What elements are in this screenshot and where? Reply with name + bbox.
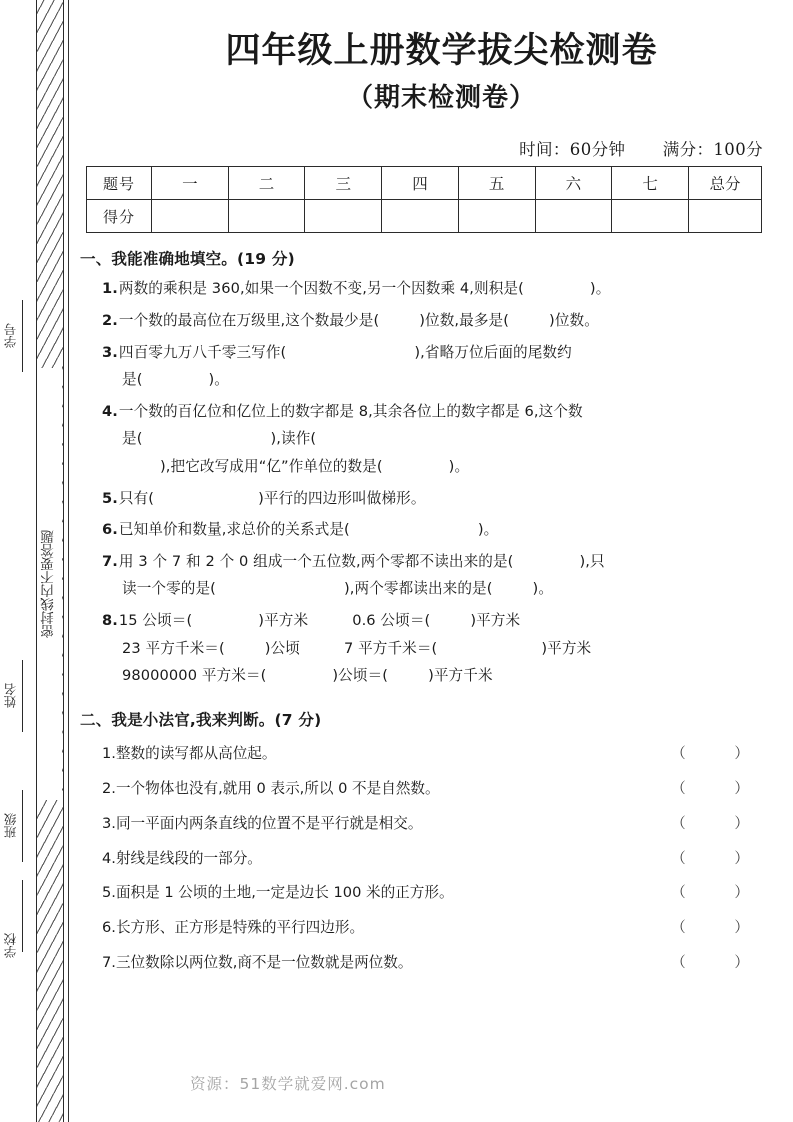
score-cell-5[interactable] — [458, 200, 535, 233]
question-1-2-text-c: )位数。 — [549, 311, 599, 329]
score-table — [86, 166, 762, 233]
question-1-8-l1-b: )平方米 — [258, 612, 309, 629]
question-1-8-l2-d: )平方米 — [541, 639, 592, 657]
question-1-6-text-a: 已知单价和数量,求总价的关系式是( — [118, 521, 350, 539]
question-1-3-text-b: ),省略万位后面的尾数约 — [414, 343, 572, 361]
judgement-question-7 — [80, 952, 785, 974]
section-1-points: (19 分) — [237, 250, 295, 269]
student-id-label: 学号 — [3, 323, 18, 349]
score-table-col-2: 二 — [228, 167, 305, 200]
student-name-label: 姓名 — [3, 683, 18, 709]
judgement-5-number: 5. — [102, 884, 116, 902]
question-1-6-text-b: )。 — [477, 521, 499, 539]
question-1-4-line-2 — [102, 428, 785, 451]
question-1-1-text-b: )。 — [589, 280, 611, 298]
question-1-3-text-d: )。 — [208, 371, 229, 389]
table-row-scores — [87, 200, 762, 233]
question-1-3-text-c: 是( — [122, 371, 143, 389]
question-1-4-text-a: 一个数的百亿位和亿位上的数字都是 8,其余各位上的数字都是 6,这个数 — [118, 402, 583, 420]
seal-line-text — [36, 368, 64, 800]
page-border-left — [68, 0, 69, 1122]
seal-margin — [0, 0, 78, 1122]
score-cell-4[interactable] — [382, 200, 459, 233]
table-row-header — [87, 167, 762, 200]
question-1-2 — [80, 310, 785, 333]
question-1-8-l2-c: 7 平方千米＝( — [343, 639, 438, 657]
question-1-2-text-b: )位数,最多是( — [419, 311, 510, 329]
question-1-8-l3-b: )公顷＝( — [332, 667, 389, 685]
section-heading-1 — [80, 247, 785, 269]
judgement-question-3 — [80, 813, 785, 835]
question-1-4-text-e: )。 — [448, 457, 470, 475]
answer-bracket[interactable]: （ ） — [671, 814, 771, 832]
question-1-2-text-a: 一个数的最高位在万级里,这个数最少是( — [118, 311, 380, 329]
judgement-question-1 — [80, 743, 785, 765]
score-table-col-total: 总分 — [689, 167, 762, 200]
judgement-1-number: 1. — [102, 744, 116, 762]
score-table-col-1: 一 — [152, 167, 229, 200]
score-table-col-7: 七 — [612, 167, 689, 200]
question-1-5-text-b: )平行的四边形叫做梯形。 — [258, 489, 426, 507]
question-1-7-text-b: ),只 — [579, 552, 605, 570]
judgement-1-body: 整数的读写都从高位起。 — [115, 744, 277, 762]
exam-meta — [80, 136, 785, 160]
question-1-8 — [80, 610, 785, 688]
score-table-col-6: 六 — [535, 167, 612, 200]
judgement-4-text — [102, 848, 262, 870]
score-cell-3[interactable] — [305, 200, 382, 233]
score-cell-7[interactable] — [612, 200, 689, 233]
judgement-question-2 — [80, 778, 785, 800]
judgement-7-number: 7. — [102, 954, 116, 972]
judgement-question-6 — [80, 917, 785, 939]
judgement-7-text — [102, 952, 412, 974]
judgement-4-body: 射线是线段的一部分。 — [115, 849, 262, 867]
page-title: 四年级上册数学拔尖检测卷 — [225, 30, 658, 71]
score-table-col-3: 三 — [305, 167, 382, 200]
answer-bracket[interactable]: （ ） — [671, 919, 771, 937]
question-1-5 — [80, 488, 785, 511]
answer-bracket[interactable]: （ ） — [671, 744, 771, 762]
question-1-8-l3-a: 98000000 平方米＝( — [122, 667, 267, 685]
question-1-8-l3-c: )平方千米 — [428, 667, 493, 685]
answer-bracket[interactable]: （ ） — [671, 954, 771, 972]
score-table-col-4: 四 — [382, 167, 459, 200]
judgement-question-5 — [80, 882, 785, 904]
judgement-4-number: 4. — [102, 849, 116, 867]
question-1-4-text-c: ),读作( — [270, 430, 317, 448]
answer-bracket[interactable]: （ ） — [671, 884, 771, 902]
section-1-title: 一、我能准确地填空。 — [80, 250, 238, 269]
judgement-7-body: 三位数除以两位数,商不是一位数就是两位数。 — [115, 954, 413, 972]
question-1-6 — [80, 519, 785, 542]
question-1-7-text-e: )。 — [532, 580, 554, 598]
question-1-7-text-a: 用 3 个 7 和 2 个 0 组成一个五位数,两个零都不读出来的是( — [118, 552, 514, 570]
judgement-5-text — [102, 882, 454, 904]
question-1-1-number: 1. — [102, 280, 118, 298]
question-1-4-text-b: 是( — [122, 430, 143, 448]
section-2-questions — [80, 743, 785, 974]
question-1-5-number: 5. — [102, 489, 118, 507]
question-1-7-text-c: 读一个零的是( — [122, 580, 216, 598]
question-1-3-line-2 — [102, 369, 785, 392]
question-1-8-l1-d: )平方米 — [470, 612, 521, 629]
question-1-7-text-d: ),两个零都读出来的是( — [343, 580, 493, 598]
question-1-1-text-a: 两数的乘积是 360,如果一个因数不变,另一个因数乘 4,则积是( — [118, 280, 524, 298]
question-1-8-number: 8. — [102, 612, 118, 629]
question-1-8-l2-b: )公顷 — [264, 639, 300, 657]
score-cell-total[interactable] — [689, 200, 762, 233]
section-2-points: (7 分) — [274, 710, 322, 729]
score-cell-1[interactable] — [152, 200, 229, 233]
question-1-8-l1-c: 0.6 公顷＝( — [352, 612, 431, 629]
question-1-8-line-3 — [102, 665, 785, 688]
question-1-5-text-a: 只有( — [118, 489, 155, 507]
judgement-3-number: 3. — [102, 814, 116, 832]
judgement-2-text — [102, 778, 440, 800]
question-1-7 — [80, 551, 785, 601]
judgement-2-body: 一个物体也没有,就用 0 表示,所以 0 不是自然数。 — [115, 779, 440, 797]
school-label: 学校 — [3, 933, 18, 959]
question-1-8-l1-a: 15 公顷＝( — [118, 612, 193, 629]
question-1-2-number: 2. — [102, 311, 118, 329]
question-1-7-number: 7. — [102, 552, 118, 570]
question-1-3-number: 3. — [102, 343, 118, 361]
seal-line-label: 密封线内不要答题 — [41, 530, 58, 638]
question-1-7-line-2 — [102, 578, 785, 601]
judgement-question-4 — [80, 848, 785, 870]
question-1-4-number: 4. — [102, 402, 118, 420]
question-1-6-number: 6. — [102, 521, 118, 539]
judgement-6-number: 6. — [102, 919, 116, 937]
question-1-4-line-3 — [102, 456, 785, 479]
site-watermark: 资源：51数学就爱网.com — [190, 1075, 386, 1093]
judgement-6-body: 长方形、正方形是特殊的平行四边形。 — [115, 919, 365, 937]
exam-paper-content — [80, 0, 785, 1122]
page-subtitle: （期末检测卷） — [346, 83, 536, 114]
section-heading-2 — [80, 708, 785, 730]
score-table-row-label-1: 得分 — [87, 200, 152, 233]
score-table-col-5: 五 — [458, 167, 535, 200]
answer-bracket[interactable]: （ ） — [671, 779, 771, 797]
judgement-2-number: 2. — [102, 779, 116, 797]
answer-bracket[interactable]: （ ） — [671, 849, 771, 867]
score-table-row-label-0: 题号 — [87, 167, 152, 200]
section-2-title: 二、我是小法官,我来判断。 — [80, 710, 275, 729]
judgement-6-text — [102, 917, 364, 939]
judgement-3-body: 同一平面内两条直线的位置不是平行就是相交。 — [115, 814, 423, 832]
judgement-5-body: 面积是 1 公顷的土地,一定是边长 100 米的正方形。 — [115, 884, 454, 902]
judgement-3-text — [102, 813, 422, 835]
full-score-label: 满分：100分 — [662, 140, 763, 160]
class-label: 班级 — [3, 813, 18, 839]
judgement-1-text — [102, 743, 276, 765]
time-limit-label: 时间：60分钟 — [519, 140, 626, 160]
question-1-8-line-2 — [102, 638, 785, 661]
section-1-questions — [80, 278, 785, 688]
score-cell-2[interactable] — [228, 200, 305, 233]
question-1-1 — [80, 278, 785, 301]
question-1-8-l2-a: 23 平方千米＝( — [122, 639, 225, 657]
question-1-3 — [80, 342, 785, 392]
question-1-4 — [80, 401, 785, 479]
question-1-3-text-a: 四百零九万八千零三写作( — [118, 343, 287, 361]
score-cell-6[interactable] — [535, 200, 612, 233]
question-1-4-text-d: ),把它改写成用“亿”作单位的数是( — [160, 457, 383, 475]
